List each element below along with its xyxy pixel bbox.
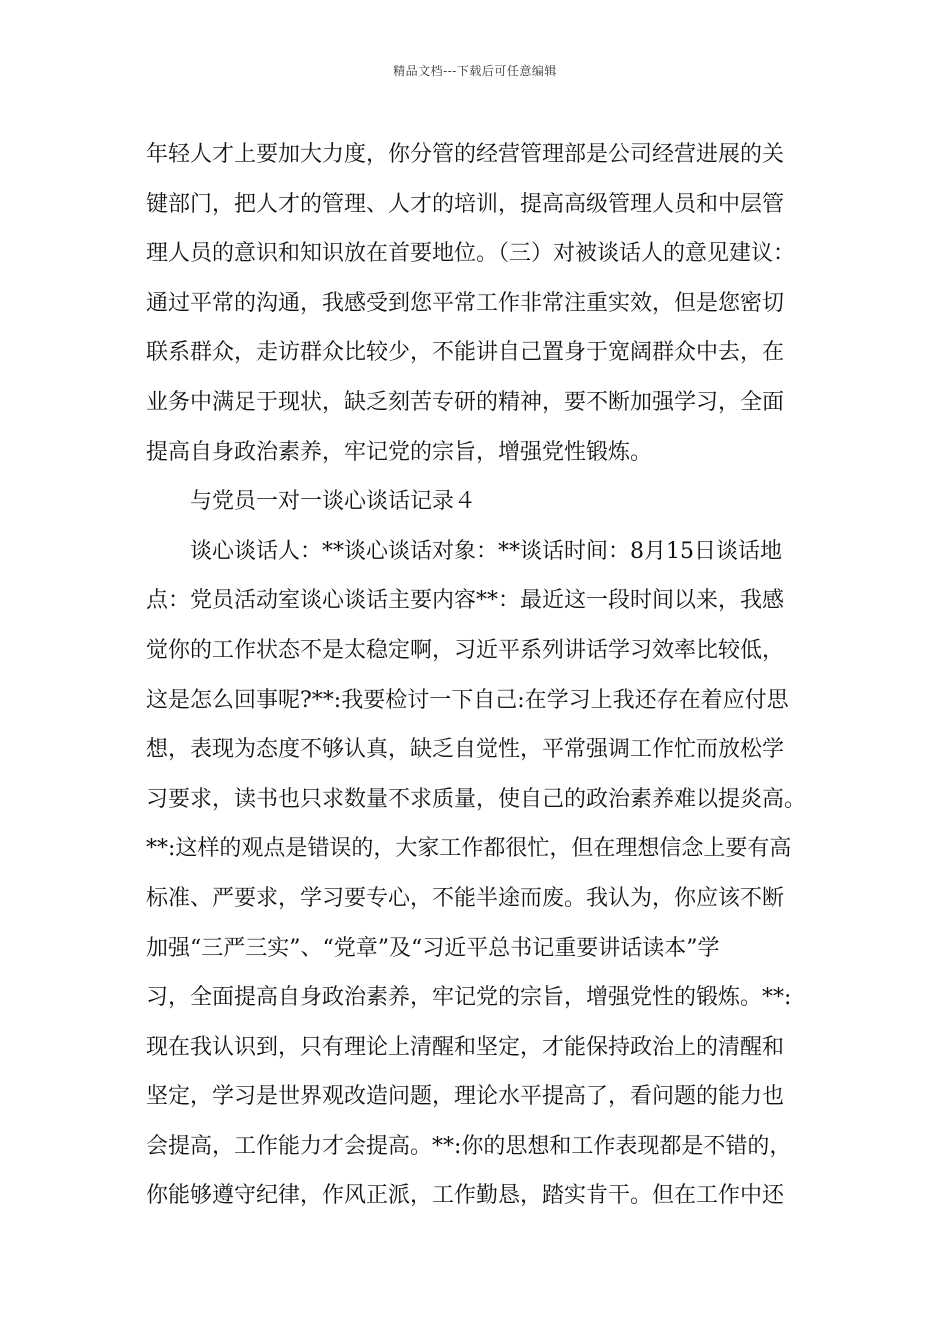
text-line: 键部门，把人才的管理、人才的培训，提高高级管理人员和中层管 (146, 191, 785, 217)
text-line: 想，表现为态度不够认真，缺乏自觉性，平常强调工作忙而放松学 (146, 737, 785, 763)
text-line: 业务中满足于现状，缺乏刻苦专研的精神，要不断加强学习，全面 (146, 389, 785, 415)
text-line: 点：党员活动室谈心谈话主要内容**：最近这一段时间以来，我感 (146, 588, 785, 614)
text-line: 习要求，读书也只求数量不求质量，使自己的政治素养难以提炎高。 (146, 786, 807, 812)
text-line: 年轻人才上要加大力度，你分管的经营管理部是公司经营进展的关 (146, 142, 785, 167)
text-line: 觉你的工作状态不是太稳定啊，习近平系列讲话学习效率比较低， (146, 637, 785, 663)
text-line: 提高自身政治素养，牢记党的宗旨，增强党性锻炼。 (146, 439, 653, 465)
section-title: 与党员一对一谈心谈话记录４ (190, 489, 477, 515)
text-line: 坚定，学习是世界观改造问题，理论水平提高了，看问题的能力也 (146, 1084, 785, 1110)
text-line: 联系群众，走访群众比较少，不能讲自己置身于宽阔群众中去，在 (146, 340, 785, 366)
text-line: 谈心谈话人：**谈心谈话对象：**谈话时间：8月15日谈话地 (190, 538, 782, 564)
text-line: 这是怎么回事呢?**:我要检讨一下自己:在学习上我还存在着应付思 (146, 687, 789, 713)
text-line: 你能够遵守纪律，作风正派，工作勤恳，踏实肯干。但在工作中还 (146, 1183, 785, 1209)
text-line: 现在我认识到，只有理论上清醒和坚定，才能保持政治上的清醒和 (146, 1034, 785, 1060)
text-line: **:这样的观点是错误的，大家工作都很忙，但在理想信念上要有高 (146, 836, 792, 862)
text-line: 会提高，工作能力才会提高。**:你的思想和工作表现都是不错的， (146, 1133, 792, 1159)
text-line: 习，全面提高自身政治素养，牢记党的宗旨，增强党性的锻炼。**: (146, 985, 792, 1011)
document-body (146, 130, 810, 1221)
text-line: 通过平常的沟通，我感受到您平常工作非常注重实效，但是您密切 (146, 290, 785, 316)
text-line: 理人员的意识和知识放在首要地位。（三）对被谈话人的意见建议： (146, 241, 796, 267)
page-header: 精品文档---下载后可任意编辑 (393, 64, 557, 78)
text-line: 标准、严要求，学习要专心，不能半途而废。我认为，你应该不断 (146, 885, 785, 911)
text-line: 加强“三严三实”、“党章”及“习近平总书记重要讲话读本”学 (146, 935, 720, 961)
